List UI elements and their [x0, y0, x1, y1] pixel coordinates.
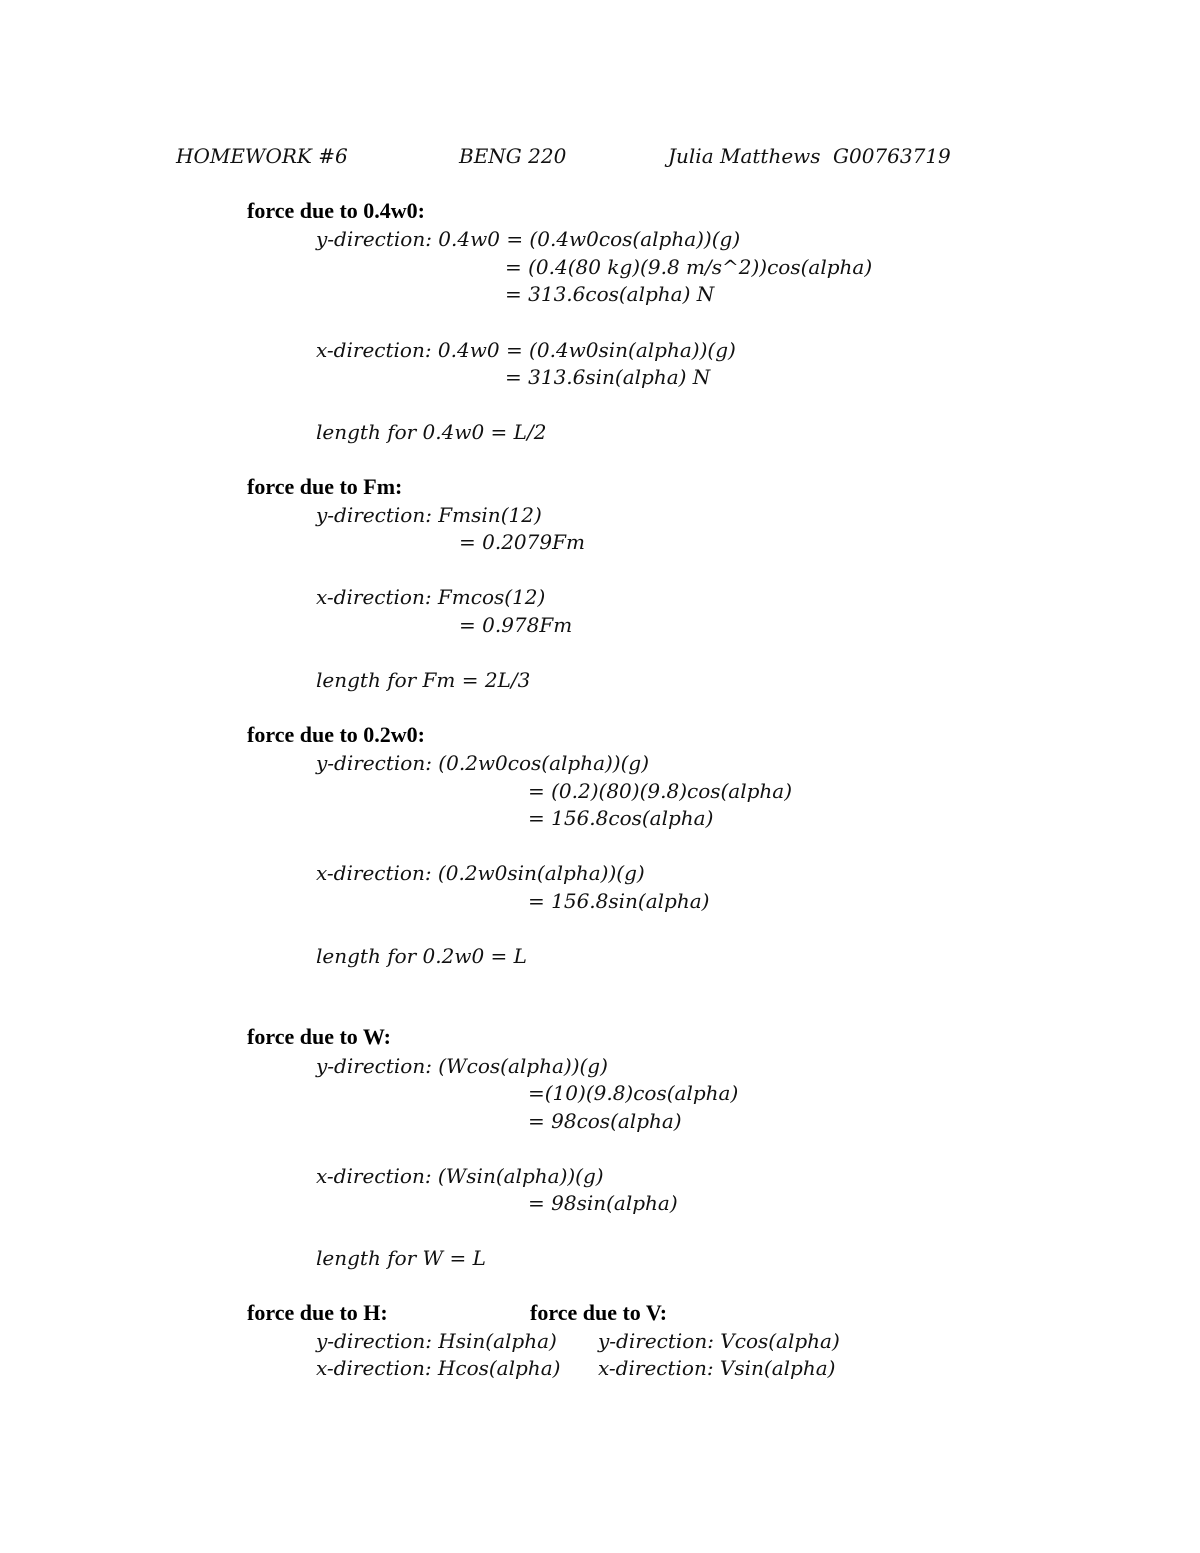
equation-line: = 0.2079Fm [459, 530, 585, 554]
length-line: length for W = L [316, 1246, 486, 1270]
equation-line: x-direction: Fmcos(12) [316, 585, 546, 609]
equation-line: y-direction: Vcos(alpha) [598, 1329, 840, 1353]
section-heading-0.4w0: force due to 0.4w0: [247, 198, 425, 223]
equation-line: = (0.2)(80)(9.8)cos(alpha) [528, 779, 793, 803]
section-heading-0.2w0: force due to 0.2w0: [247, 722, 425, 747]
equation-line: = 313.6cos(alpha) N [505, 282, 715, 306]
equation-line: y-direction: Fmsin(12) [316, 503, 542, 527]
equation-line: x-direction: 0.4w0 = (0.4w0sin(alpha))(g) [316, 338, 736, 362]
student-name: Julia Matthews [668, 144, 821, 168]
equation-line: = 156.8cos(alpha) [528, 806, 714, 830]
section-heading-v: force due to V: [530, 1300, 668, 1325]
section-heading-w: force due to W: [247, 1024, 391, 1049]
equation-line: = 0.978Fm [459, 613, 573, 637]
equation-line: x-direction: Hcos(alpha) [316, 1356, 561, 1380]
course-code: BENG 220 [459, 144, 567, 168]
section-heading-h: force due to H: [247, 1300, 388, 1325]
equation-line: =(10)(9.8)cos(alpha) [528, 1081, 739, 1105]
equation-line: y-direction: 0.4w0 = (0.4w0cos(alpha))(g) [316, 227, 741, 251]
section-heading-fm: force due to Fm: [247, 474, 403, 499]
equation-line: x-direction: Vsin(alpha) [598, 1356, 836, 1380]
equation-line: = 98sin(alpha) [528, 1191, 678, 1215]
equation-line: = 313.6sin(alpha) N [505, 365, 711, 389]
homework-title: HOMEWORK #6 [176, 144, 348, 168]
equation-line: = 156.8sin(alpha) [528, 889, 710, 913]
equation-line: x-direction: (0.2w0sin(alpha))(g) [316, 861, 645, 885]
equation-line: y-direction: (Wcos(alpha))(g) [316, 1054, 608, 1078]
length-line: length for Fm = 2L/3 [316, 668, 531, 692]
equation-line: y-direction: (0.2w0cos(alpha))(g) [316, 751, 650, 775]
length-line: length for 0.4w0 = L/2 [316, 420, 547, 444]
student-id: G00763719 [833, 144, 951, 168]
equation-line: = (0.4(80 kg)(9.8 m/s^2))cos(alpha) [505, 255, 873, 279]
equation-line: = 98cos(alpha) [528, 1109, 682, 1133]
equation-line: y-direction: Hsin(alpha) [316, 1329, 557, 1353]
length-line: length for 0.2w0 = L [316, 944, 527, 968]
equation-line: x-direction: (Wsin(alpha))(g) [316, 1164, 604, 1188]
